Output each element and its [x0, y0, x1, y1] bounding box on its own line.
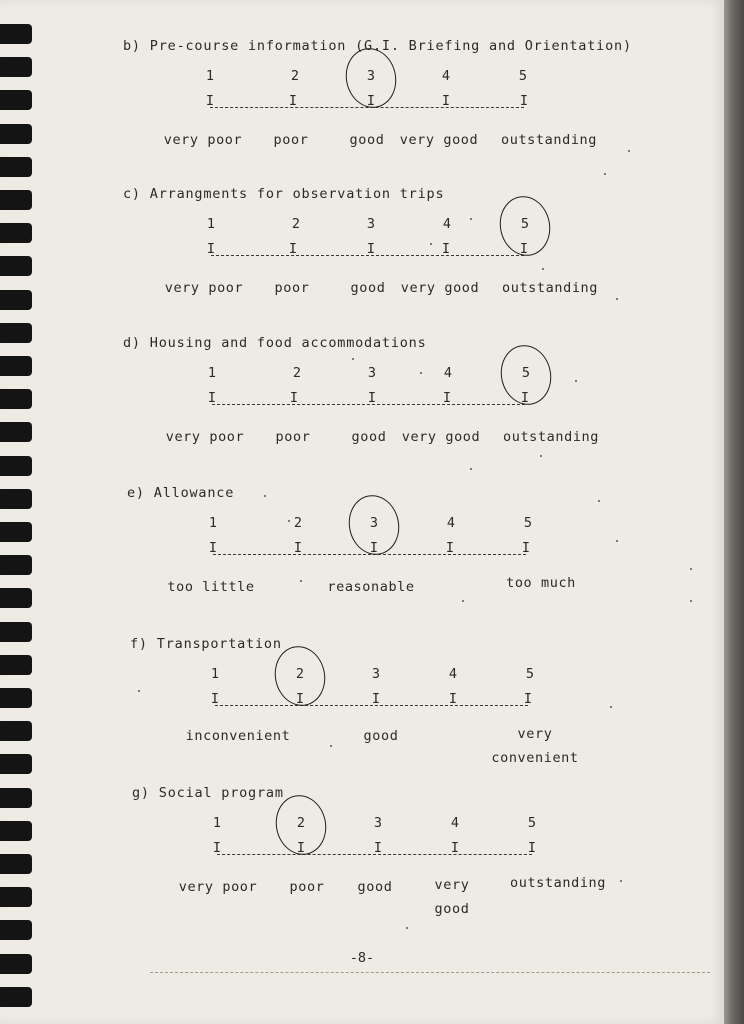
question-title: f) Transportation	[130, 636, 282, 652]
rating-scale	[210, 690, 533, 712]
scale-tick: I	[289, 390, 299, 406]
paper-speck	[628, 150, 630, 152]
scale-number: 4	[442, 216, 452, 232]
paper-speck	[264, 495, 266, 497]
scale-label	[179, 875, 258, 899]
paper-speck	[330, 745, 332, 747]
scale-tick: I	[371, 691, 381, 707]
paper-speck	[575, 380, 577, 382]
paper-speck	[420, 372, 422, 374]
rating-question	[0, 485, 724, 605]
scale-label-line: poor	[273, 132, 309, 148]
scale-tick: I	[441, 93, 451, 109]
scale-label-line: too little	[167, 579, 255, 595]
scale-number: 5	[525, 666, 535, 682]
scale-tick: I	[373, 840, 383, 856]
rating-scale	[207, 389, 530, 411]
binding-coil	[0, 754, 32, 774]
scale-label-line: very poor	[163, 132, 243, 148]
paper-speck	[604, 173, 606, 175]
paper-speck	[300, 580, 302, 582]
scale-tick: I	[448, 691, 458, 707]
scale-label	[502, 276, 598, 300]
binding-coil	[0, 157, 32, 177]
scale-label	[166, 425, 245, 449]
scale-label	[501, 128, 597, 152]
scale-number: 1	[206, 216, 216, 232]
scale-label-line: outstanding	[500, 132, 598, 148]
scale-number: 2	[291, 216, 301, 232]
paper-speck	[352, 358, 354, 360]
scale-label-line: outstanding	[509, 875, 607, 891]
scale-number: 3	[369, 515, 379, 531]
scale-tick: I	[206, 241, 216, 257]
scale-label-line: very poor	[178, 879, 258, 895]
paper-speck	[470, 468, 472, 470]
paper-speck	[616, 298, 618, 300]
rating-question	[0, 186, 724, 306]
scale-tick: I	[208, 540, 218, 556]
paper-speck	[542, 268, 544, 270]
paper-speck	[138, 690, 140, 692]
paper-speck	[462, 600, 464, 602]
scale-tick: I	[523, 691, 533, 707]
scale-label	[186, 724, 291, 748]
scale-label-line: good	[350, 280, 386, 296]
scale-number: 5	[520, 216, 530, 232]
scale-tick: I	[288, 241, 298, 257]
scale-label	[351, 276, 386, 300]
scale-tick: I	[288, 93, 298, 109]
scale-label	[491, 722, 578, 770]
scale-number: 3	[366, 216, 376, 232]
paper-speck	[690, 600, 692, 602]
scale-number: 2	[296, 815, 306, 831]
paper-speck	[470, 218, 472, 220]
scale-label-line: very	[434, 877, 470, 893]
scale-number: 5	[518, 68, 528, 84]
binding-coil	[0, 920, 32, 940]
scale-tick: I	[450, 840, 460, 856]
binding-coil	[0, 987, 32, 1007]
scale-label	[358, 875, 393, 899]
scale-label-line: inconvenient	[185, 728, 291, 744]
scale-number: 1	[210, 666, 220, 682]
scale-number: 5	[527, 815, 537, 831]
scale-label	[275, 276, 310, 300]
scale-label	[510, 871, 606, 895]
scale-number: 3	[371, 666, 381, 682]
scale-tick: I	[366, 93, 376, 109]
rating-question	[0, 785, 724, 917]
scale-label-line: very	[517, 726, 553, 742]
scale-number: 5	[521, 365, 531, 381]
scale-tick: I	[521, 540, 531, 556]
scale-label-line: poor	[289, 879, 325, 895]
scale-tick: I	[445, 540, 455, 556]
scale-label	[167, 575, 254, 599]
scale-tick: I	[295, 691, 305, 707]
scale-label	[165, 276, 244, 300]
scale-number: 1	[205, 68, 215, 84]
scale-label	[274, 128, 309, 152]
scale-number: 1	[207, 365, 217, 381]
scale-tick: I	[519, 93, 529, 109]
scale-label-line: reasonable	[327, 579, 415, 595]
page-edge	[724, 0, 744, 1024]
scale-tick: I	[293, 540, 303, 556]
scale-number: 4	[443, 365, 453, 381]
scale-label	[290, 875, 325, 899]
scale-number: 2	[292, 365, 302, 381]
scale-label	[401, 276, 480, 300]
scale-label	[402, 425, 481, 449]
rating-question	[0, 636, 724, 766]
scale-label-line: good	[349, 132, 385, 148]
scale-label-line: good	[357, 879, 393, 895]
question-title: c) Arrangments for observation trips	[123, 186, 445, 202]
scale-label	[164, 128, 243, 152]
scale-label-line: outstanding	[501, 280, 599, 296]
scale-number: 4	[441, 68, 451, 84]
scale-label-line: very good	[399, 132, 479, 148]
scale-label	[400, 128, 479, 152]
scale-number: 1	[208, 515, 218, 531]
scale-label	[352, 425, 387, 449]
scale-label-line: good	[434, 901, 470, 917]
question-title: e) Allowance	[127, 485, 235, 501]
scale-tick: I	[205, 93, 215, 109]
page-number: -8-	[349, 950, 375, 966]
scale-label	[350, 128, 385, 152]
paper-speck	[540, 455, 542, 457]
scale-number: 4	[446, 515, 456, 531]
scale-number: 1	[212, 815, 222, 831]
paper-speck	[616, 540, 618, 542]
paper-speck	[430, 243, 432, 245]
scale-tick: I	[527, 840, 537, 856]
scale-label	[435, 873, 470, 921]
question-title: d) Housing and food accommodations	[123, 335, 427, 351]
question-title: g) Social program	[132, 785, 284, 801]
rating-question	[0, 38, 724, 158]
scale-label-line: poor	[274, 280, 310, 296]
scale-number: 3	[366, 68, 376, 84]
bottom-rule	[150, 972, 710, 973]
rating-scale	[206, 240, 529, 262]
scale-label-line: very poor	[165, 429, 245, 445]
scale-tick: I	[210, 691, 220, 707]
scale-tick: I	[212, 840, 222, 856]
scale-tick: I	[367, 390, 377, 406]
scale-number: 5	[523, 515, 533, 531]
scale-tick: I	[369, 540, 379, 556]
scale-tick: I	[442, 390, 452, 406]
scale-tick: I	[296, 840, 306, 856]
scale-tick: I	[520, 390, 530, 406]
scale-tick: I	[366, 241, 376, 257]
scale-label	[506, 571, 576, 595]
scale-tick: I	[207, 390, 217, 406]
scale-number: 4	[448, 666, 458, 682]
scale-label	[327, 575, 414, 599]
scale-number: 2	[293, 515, 303, 531]
scale-label	[503, 425, 599, 449]
rating-scale	[212, 839, 537, 861]
paper-speck	[610, 706, 612, 708]
scale-label-line: very poor	[164, 280, 244, 296]
paper-speck	[598, 500, 600, 502]
scale-number: 3	[367, 365, 377, 381]
scale-label	[276, 425, 311, 449]
question-title: b) Pre-course information (G.I. Briefing and Orientation)	[123, 38, 632, 54]
scale-label-line: convenient	[491, 750, 579, 766]
scale-number: 2	[295, 666, 305, 682]
scale-number: 4	[450, 815, 460, 831]
scale-number: 2	[290, 68, 300, 84]
scale-label	[364, 724, 399, 748]
scale-label-line: poor	[275, 429, 311, 445]
scale-label-line: too much	[506, 575, 576, 591]
paper-speck	[288, 520, 290, 522]
rating-question	[0, 335, 724, 455]
binding-coil	[0, 456, 32, 476]
scale-tick: I	[519, 241, 529, 257]
scale-label-line: very good	[401, 429, 481, 445]
scale-label-line: good	[351, 429, 387, 445]
scale-label-line: good	[363, 728, 399, 744]
paper-speck	[690, 568, 692, 570]
scale-number: 3	[373, 815, 383, 831]
paper-speck	[620, 880, 622, 882]
paper-speck	[406, 927, 408, 929]
scale-label-line: outstanding	[502, 429, 600, 445]
scale-tick: I	[441, 241, 451, 257]
scale-label-line: very good	[400, 280, 480, 296]
